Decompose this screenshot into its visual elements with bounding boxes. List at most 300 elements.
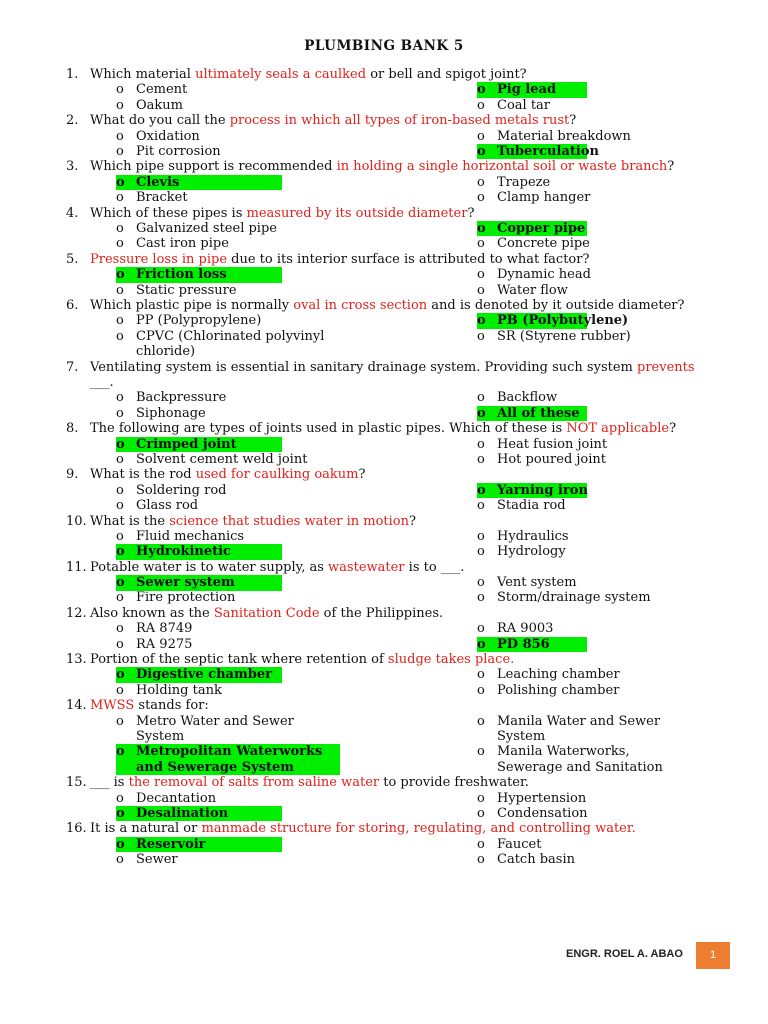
option-text: Reservoir bbox=[136, 836, 206, 852]
answer-option bbox=[116, 667, 282, 682]
bullet: o bbox=[477, 328, 485, 344]
option-row bbox=[0, 837, 768, 852]
bullet: o bbox=[116, 143, 124, 159]
question-fragment: Which pipe support is recommended bbox=[90, 159, 337, 175]
bullet: o bbox=[477, 498, 485, 514]
option bbox=[477, 190, 590, 205]
option-text: RA 8749 bbox=[136, 621, 193, 637]
question-fragment: Potable water is to water supply, as bbox=[90, 559, 329, 575]
question-keyphrase: process in which all types of iron-based metals rust bbox=[229, 113, 570, 129]
question-number: 4. bbox=[66, 205, 79, 221]
option-row bbox=[0, 144, 768, 159]
option-text: Dynamic head bbox=[497, 267, 591, 283]
option bbox=[116, 144, 221, 159]
option-row bbox=[0, 590, 768, 605]
question-number: 6. bbox=[66, 297, 79, 313]
answer-option bbox=[477, 483, 587, 498]
option-group bbox=[0, 837, 768, 868]
question-text bbox=[90, 360, 695, 390]
option bbox=[116, 590, 235, 605]
bullet: o bbox=[477, 405, 486, 421]
document-title: PLUMBING BANK 5 bbox=[304, 38, 464, 54]
bullet: o bbox=[116, 282, 124, 298]
option bbox=[116, 98, 183, 113]
bullet: o bbox=[477, 190, 485, 206]
option bbox=[477, 498, 566, 513]
question-keyphrase: in holding a single horizontal soil or waste branch bbox=[336, 159, 668, 175]
bullet: o bbox=[477, 82, 486, 98]
option-text: PB (Polybutylene) bbox=[497, 313, 629, 329]
option bbox=[477, 329, 687, 344]
option-group bbox=[0, 267, 768, 298]
bullet: o bbox=[116, 621, 124, 637]
option-text: Hydraulics bbox=[497, 528, 569, 544]
question-6 bbox=[0, 298, 768, 313]
bullet: o bbox=[477, 621, 485, 637]
option bbox=[116, 283, 237, 298]
answer-option bbox=[477, 637, 587, 652]
bullet: o bbox=[477, 636, 486, 652]
option-text: Soldering rod bbox=[136, 482, 227, 498]
question-10 bbox=[0, 514, 768, 529]
bullet: o bbox=[477, 174, 485, 190]
option-text: Backpressure bbox=[136, 390, 227, 406]
option-row bbox=[0, 498, 768, 513]
option-row bbox=[0, 390, 768, 405]
option-text: Condensation bbox=[497, 806, 588, 822]
question-number: 13. bbox=[66, 652, 87, 668]
option bbox=[116, 329, 326, 360]
option-row bbox=[0, 483, 768, 498]
bullet: o bbox=[116, 528, 124, 544]
bullet: o bbox=[116, 836, 125, 852]
option-row bbox=[0, 744, 768, 775]
option-text: Manila Water and Sewer System bbox=[497, 713, 661, 745]
option-text: PP (Polypropylene) bbox=[136, 313, 262, 329]
option-text: Pig lead bbox=[497, 82, 557, 98]
option bbox=[477, 175, 550, 190]
question-fragment: What is the bbox=[90, 513, 170, 529]
question-text bbox=[90, 159, 674, 174]
option-text: Decantation bbox=[136, 790, 217, 806]
option-text: RA 9003 bbox=[497, 621, 554, 637]
question-number: 12. bbox=[66, 605, 87, 621]
question-fragment: and is denoted by it outside diameter? bbox=[427, 297, 685, 313]
bullet: o bbox=[116, 236, 124, 252]
question-15 bbox=[0, 775, 768, 790]
option-row bbox=[0, 190, 768, 205]
option bbox=[477, 806, 588, 821]
question-text bbox=[44, 606, 710, 621]
question-number: 9. bbox=[66, 467, 79, 483]
bullet: o bbox=[116, 498, 124, 514]
option bbox=[477, 236, 590, 251]
option bbox=[477, 452, 606, 467]
option-text: CPVC (Chlorinated polyvinyl chloride) bbox=[136, 328, 325, 360]
option-text: Static pressure bbox=[136, 282, 237, 298]
question-text bbox=[44, 698, 710, 713]
bullet: o bbox=[116, 267, 125, 283]
option-row bbox=[0, 236, 768, 251]
question-keyphrase: ultimately seals a caulked bbox=[195, 67, 367, 82]
option-row bbox=[0, 98, 768, 113]
question-fragment: What is the rod bbox=[90, 467, 196, 483]
question-5 bbox=[0, 252, 768, 267]
option-group bbox=[0, 82, 768, 113]
option-text: Heat fusion joint bbox=[497, 436, 608, 452]
option bbox=[116, 221, 277, 236]
option-text: Yarning iron bbox=[497, 482, 588, 498]
option-text: Clevis bbox=[136, 174, 180, 190]
question-text bbox=[90, 206, 474, 221]
option-row bbox=[0, 283, 768, 298]
question-text bbox=[90, 421, 676, 436]
question-keyphrase: Pressure loss in pipe bbox=[90, 251, 228, 267]
option bbox=[116, 498, 198, 513]
question-text bbox=[90, 252, 589, 267]
option-text: Backflow bbox=[497, 390, 558, 406]
option-text: Fire protection bbox=[136, 590, 236, 606]
option-text: Faucet bbox=[497, 836, 542, 852]
bullet: o bbox=[477, 482, 486, 498]
option-text: Vent system bbox=[497, 575, 577, 591]
question-fragment: ___ is bbox=[90, 775, 129, 791]
option-text: Hypertension bbox=[497, 790, 587, 806]
option bbox=[116, 190, 188, 205]
option bbox=[116, 483, 226, 498]
bullet: o bbox=[477, 667, 485, 683]
option bbox=[116, 236, 229, 251]
bullet: o bbox=[116, 544, 125, 560]
question-1 bbox=[0, 67, 768, 82]
bullet: o bbox=[116, 790, 124, 806]
option bbox=[477, 683, 619, 698]
option-group bbox=[0, 175, 768, 206]
question-fragment: Which material bbox=[90, 67, 196, 82]
question-text bbox=[44, 560, 710, 575]
answer-option bbox=[477, 313, 629, 329]
question-text bbox=[90, 467, 365, 482]
bullet: o bbox=[116, 482, 124, 498]
question-number: 3. bbox=[66, 159, 79, 175]
question-keyphrase: science that studies water in motion bbox=[169, 513, 410, 529]
bullet: o bbox=[116, 451, 124, 467]
option-row bbox=[0, 437, 768, 452]
option-text: SR (Styrene rubber) bbox=[497, 328, 631, 344]
question-fragment: Which of these pipes is bbox=[90, 205, 247, 221]
option bbox=[477, 437, 607, 452]
bullet: o bbox=[116, 97, 124, 113]
bullet: o bbox=[477, 852, 485, 868]
answer-option bbox=[116, 175, 282, 190]
option bbox=[116, 791, 216, 806]
question-keyphrase: wastewater bbox=[328, 559, 405, 575]
option-text: Tuberculation bbox=[497, 143, 599, 159]
option bbox=[116, 621, 192, 636]
question-4 bbox=[0, 206, 768, 221]
option-text: Metropolitan Waterworks and Sewerage System bbox=[136, 744, 323, 775]
option bbox=[477, 590, 651, 605]
question-number: 10. bbox=[66, 513, 87, 529]
question-12 bbox=[0, 606, 768, 621]
option bbox=[477, 714, 687, 745]
question-keyphrase: sludge takes place. bbox=[387, 652, 515, 668]
option-row bbox=[0, 406, 768, 421]
option-row bbox=[0, 175, 768, 190]
option-group bbox=[0, 313, 768, 359]
question-keyphrase: the removal of salts from saline water bbox=[128, 775, 380, 791]
question-fragment: to provide freshwater. bbox=[379, 775, 529, 791]
question-7 bbox=[0, 360, 768, 391]
question-text bbox=[90, 67, 527, 82]
question-13 bbox=[0, 652, 768, 667]
question-fragment: ? bbox=[667, 159, 675, 175]
option-text: Digestive chamber bbox=[136, 667, 272, 683]
option-group bbox=[0, 791, 768, 822]
question-8 bbox=[0, 421, 768, 436]
bullet: o bbox=[116, 82, 124, 98]
option-group bbox=[0, 714, 768, 776]
option-text: Bracket bbox=[136, 190, 188, 206]
question-text bbox=[90, 298, 684, 313]
bullet: o bbox=[116, 667, 125, 683]
bullet: o bbox=[477, 836, 485, 852]
bullet: o bbox=[477, 713, 485, 729]
option-text: Manila Waterworks, Sewerage and Sanitation bbox=[497, 744, 663, 775]
option-text: Trapeze bbox=[497, 174, 551, 190]
option-row bbox=[0, 683, 768, 698]
bullet: o bbox=[116, 436, 125, 452]
answer-option bbox=[116, 575, 282, 590]
bullet: o bbox=[116, 405, 124, 421]
question-keyphrase: manmade structure for storing, regulating, and controlling water. bbox=[201, 821, 636, 837]
bullet: o bbox=[477, 390, 485, 406]
option-group bbox=[0, 390, 768, 421]
option bbox=[477, 837, 541, 852]
question-fragment: due to its interior surface is attributed to what factor? bbox=[227, 251, 590, 267]
bullet: o bbox=[116, 744, 125, 760]
answer-option bbox=[116, 806, 282, 821]
option-text: All of these bbox=[497, 405, 580, 421]
option-row bbox=[0, 544, 768, 559]
bullet: o bbox=[116, 128, 124, 144]
question-keyphrase: measured by its outside diameter bbox=[246, 205, 468, 221]
option bbox=[116, 390, 226, 405]
option-group bbox=[0, 437, 768, 468]
bullet: o bbox=[477, 806, 485, 822]
option bbox=[477, 267, 591, 282]
bullet: o bbox=[116, 328, 124, 344]
option bbox=[116, 683, 222, 698]
option bbox=[477, 544, 566, 559]
bullet: o bbox=[477, 282, 485, 298]
question-number: 1. bbox=[66, 67, 79, 82]
question-fragment: The following are types of joints used in plastic pipes. Which of these is bbox=[90, 421, 567, 437]
question-fragment: ? bbox=[569, 113, 577, 129]
question-fragment: Also known as the bbox=[90, 605, 214, 621]
answer-option bbox=[116, 267, 282, 282]
option-text: Stadia rod bbox=[497, 498, 566, 514]
question-number: 15. bbox=[66, 775, 87, 791]
question-text bbox=[44, 775, 710, 790]
question-2 bbox=[0, 113, 768, 128]
option-row bbox=[0, 714, 768, 745]
bullet: o bbox=[116, 636, 124, 652]
question-number: 5. bbox=[66, 251, 79, 267]
bullet: o bbox=[116, 174, 125, 190]
option bbox=[116, 406, 206, 421]
option-text: Siphonage bbox=[136, 405, 206, 421]
option bbox=[477, 390, 557, 405]
bullet: o bbox=[477, 682, 485, 698]
option-group bbox=[0, 221, 768, 252]
option-text: Friction loss bbox=[136, 267, 227, 283]
option-text: Leaching chamber bbox=[497, 667, 620, 683]
option bbox=[477, 129, 631, 144]
answer-option bbox=[116, 437, 282, 452]
option bbox=[477, 667, 620, 682]
option-text: Hydrology bbox=[497, 544, 566, 560]
bullet: o bbox=[477, 590, 485, 606]
question-text bbox=[44, 821, 710, 836]
option bbox=[116, 313, 261, 328]
option-text: Fluid mechanics bbox=[136, 528, 245, 544]
question-number: 8. bbox=[66, 421, 79, 437]
option-row bbox=[0, 267, 768, 282]
question-keyphrase: used for caulking oakum bbox=[195, 467, 359, 483]
question-keyphrase: MWSS bbox=[90, 698, 135, 714]
answer-option bbox=[477, 143, 599, 159]
bullet: o bbox=[116, 190, 124, 206]
option-text: Sewer system bbox=[136, 575, 235, 591]
option bbox=[477, 575, 577, 590]
bullet: o bbox=[116, 682, 124, 698]
bullet: o bbox=[116, 852, 124, 868]
page-number: 1 bbox=[696, 942, 730, 969]
option-row bbox=[0, 637, 768, 652]
option bbox=[477, 529, 569, 544]
bullet: o bbox=[116, 220, 124, 236]
option-group bbox=[0, 667, 768, 698]
option-text: Oxidation bbox=[136, 128, 200, 144]
question-11 bbox=[0, 560, 768, 575]
question-text bbox=[44, 652, 710, 667]
question-number: 2. bbox=[66, 113, 79, 129]
option-text: Metro Water and Sewer System bbox=[136, 713, 294, 745]
option-row bbox=[0, 313, 768, 328]
bullet: o bbox=[116, 313, 124, 329]
option-text: Catch basin bbox=[497, 852, 575, 868]
option-row bbox=[0, 221, 768, 236]
option-row bbox=[0, 667, 768, 682]
bullet: o bbox=[477, 267, 485, 283]
question-fragment: ? bbox=[409, 513, 416, 529]
question-fragment: Ventilating system is essential in sanitary drainage system. Providing such system bbox=[90, 359, 637, 375]
option-text: Hot poured joint bbox=[497, 451, 607, 467]
option-text: Holding tank bbox=[136, 682, 222, 698]
option-text: Pit corrosion bbox=[136, 143, 221, 159]
question-number: 14. bbox=[66, 698, 87, 714]
option-text: Galvanized steel pipe bbox=[136, 220, 277, 236]
question-fragment: What do you call the bbox=[90, 113, 230, 129]
question-keyphrase: oval in cross section bbox=[293, 297, 428, 313]
bullet: o bbox=[477, 97, 485, 113]
question-fragment: is to ___. bbox=[404, 559, 465, 575]
question-fragment: ? bbox=[669, 421, 677, 437]
question-9 bbox=[0, 467, 768, 482]
option-row bbox=[0, 621, 768, 636]
option-row bbox=[0, 852, 768, 867]
question-fragment: stands for: bbox=[134, 698, 209, 714]
option bbox=[116, 852, 178, 867]
option-text: Crimped joint bbox=[136, 436, 237, 452]
option bbox=[116, 82, 187, 97]
bullet: o bbox=[477, 451, 485, 467]
bullet: o bbox=[116, 390, 124, 406]
option-text: Cement bbox=[136, 82, 188, 98]
answer-option bbox=[477, 82, 587, 97]
option-text: Water flow bbox=[497, 282, 568, 298]
question-3 bbox=[0, 159, 768, 174]
question-fragment: or bell and spigot joint? bbox=[366, 67, 527, 82]
bullet: o bbox=[477, 528, 485, 544]
option-text: PD 856 bbox=[497, 636, 550, 652]
question-number: 7. bbox=[66, 359, 79, 375]
option bbox=[116, 637, 192, 652]
question-fragment: ___. bbox=[90, 374, 114, 390]
question-text bbox=[90, 113, 576, 128]
option-row bbox=[0, 575, 768, 590]
question-fragment: Which plastic pipe is normally bbox=[90, 297, 294, 313]
bullet: o bbox=[477, 544, 485, 560]
option-row bbox=[0, 452, 768, 467]
option-group bbox=[0, 529, 768, 560]
option-text: Polishing chamber bbox=[497, 682, 620, 698]
option-row bbox=[0, 82, 768, 97]
option-text: Glass rod bbox=[136, 498, 199, 514]
bullet: o bbox=[116, 575, 125, 591]
option-group bbox=[0, 483, 768, 514]
question-number: 11. bbox=[66, 559, 87, 575]
answer-option bbox=[116, 744, 340, 775]
answer-option bbox=[477, 406, 587, 421]
option-text: Oakum bbox=[136, 97, 183, 113]
option-text: Sewer bbox=[136, 852, 178, 868]
option-group bbox=[0, 129, 768, 160]
option bbox=[116, 714, 326, 745]
bullet: o bbox=[116, 806, 125, 822]
option-text: Solvent cement weld joint bbox=[136, 451, 308, 467]
bullet: o bbox=[477, 790, 485, 806]
footer-author: ENGR. ROEL A. ABAO bbox=[566, 948, 683, 960]
option-text: Clamp hanger bbox=[497, 190, 591, 206]
option-text: Cast iron pipe bbox=[136, 236, 229, 252]
question-list bbox=[0, 67, 768, 868]
option bbox=[477, 744, 687, 775]
question-fragment: ? bbox=[358, 467, 366, 483]
option-group bbox=[0, 621, 768, 652]
option-text: Concrete pipe bbox=[497, 236, 590, 252]
question-fragment: of the Philippines. bbox=[319, 605, 444, 621]
option bbox=[116, 529, 244, 544]
bullet: o bbox=[116, 713, 124, 729]
bullet: o bbox=[477, 575, 485, 591]
option bbox=[477, 791, 586, 806]
option bbox=[477, 621, 553, 636]
question-keyphrase: Sanitation Code bbox=[213, 605, 320, 621]
option-text: Material breakdown bbox=[497, 128, 631, 144]
question-number: 16. bbox=[66, 821, 87, 837]
